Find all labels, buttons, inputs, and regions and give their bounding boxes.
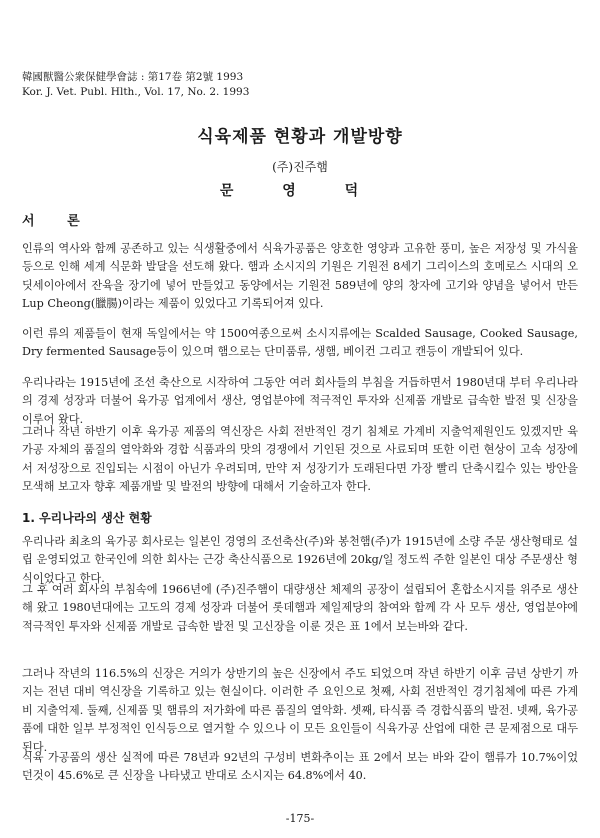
journal-header <box>22 70 249 100</box>
author-name: 문 영 덕 <box>219 183 381 199</box>
journal-line-korean: 韓國獸醫公衆保健學會誌 : 第17卷 第2號 1993 <box>22 71 244 83</box>
paragraph: 그 후 여러 회사의 부침속에 1966년에 (주)진주햄이 대량생산 체제의 공장이 설립되어 혼합소시지를 위주로 생산해 왔고 1980년대에는 고도의 경제 성장과 더불어 롯데햄과 제일제당의 참여와 함께 각 사 모두 생산, 영업분야에 적극적인 투자와 신제품 개발로 급속한 발전 및 고신장을 이룬 것은 표 1에서 보는바와 같다. <box>22 583 578 633</box>
paragraph: 그러나 작년의 116.5%의 신장은 거의가 상반기의 높은 신장에서 주도 되었으며 작년 하반기 이후 금년 상반기 까지는 전년 대비 역신장을 기록하고 있는 현실이다. 이러한 주 요인으로 첫째, 사회 전반적인 경기침체에 따른 가계비 지출억제. 둘째, 신제품 및 햄류의 저가화에 따른 품질의 열악화. 셋째, 타식품 즉 경합식품의 발전. 넷째, 육가공품에 대한 일부 부정적인 인식등으로 열거할 수 있으나 이 모든 요인들이 식육가공 산업에 대한 큰 문제점으로 대두된다. <box>22 667 578 754</box>
paper-title: 식육제품 현황과 개발방향 <box>197 127 403 147</box>
paragraph: 인류의 역사와 함께 공존하고 있는 식생활중에서 식육가공품은 양호한 영양과 고유한 풍미, 높은 저장성 및 가식율 등으로 인해 세계 식문화 발달을 선도해 왔다. 햄과 소시지의 기원은 기원전 8세기 그리이스의 호메로스 시대의 오딧세이아에서 잔육을 장기에 넣어 만들었고 동양에서는 기원전 589년에 양의 창자에 고기와 양념을 넣어서 만든 Lup Cheong(臘腸)이라는 제품이 있었다고 기록되어져 있다. <box>22 242 578 311</box>
paragraph: 우리나라 최초의 육가공 회사로는 일본인 경영의 조선축산(주)와 봉천햄(주)가 1915년에 소량 주문 생산형태로 설립 운영되었고 한국인에 의한 회사는 근강 축산식품으로 1926년에 20kg/일 정도씩 주한 일본인 대상 주문생산 형식이었다고 한다. <box>22 535 578 585</box>
paragraph: 우리나라는 1915년에 조선 축산으로 시작하여 그동안 여러 회사들의 부침을 거듭하면서 1980년대 부터 우리나라의 경제 성장과 더불어 육가공 업계에서 생산, 영업분야에 적극적인 투자와 신제품 개발로 급속한 발전 및 신장을 이루어 왔다. <box>22 376 578 426</box>
page-number: -175- <box>285 812 315 825</box>
paragraph: 그러나 작년 하반기 이후 육가공 제품의 역신장은 사회 전반적인 경기 침체로 가계비 지출억제원인도 있겠지만 육가공 자체의 품질의 열악화와 경합 식품과의 맛의 경쟁에서 기인된 것으로 사료되며 또한 이런 현상이 고속 성장에서 저성장으로 진입되는 시점이 아닌가 우려되며, 만약 저 성장기가 도래된다면 가장 빨리 단축시킬수 있는 방안을 모색해 보고자 향후 제품개발 및 발전의 방향에 대해서 기술하고자 한다. <box>22 425 578 494</box>
section-heading-production-status: 1. 우리나라의 생산 현황 <box>22 511 152 525</box>
author-affiliation: (주)진주햄 <box>272 160 328 174</box>
section-heading-introduction: 서 론 <box>22 214 94 229</box>
paragraph: 이런 류의 제품들이 현재 독일에서는 약 1500여종으로써 소시지류에는 Scalded Sausage, Cooked Sausage, Dry fermented Sausage등이 있으며 햄으로는 단미품류, 생햄, 베이컨 그리고 캔등이 개발되어 있다. <box>22 327 578 359</box>
paragraph: 식육 가공품의 생산 실적에 따른 78년과 92년의 구성비 변화추이는 표 2에서 보는 바와 같이 햄류가 10.7%이었던것이 45.6%로 큰 신장을 나타냈고 반대로 소시지는 64.8%에서 40. <box>22 751 578 783</box>
journal-line-english: Kor. J. Vet. Publ. Hlth., Vol. 17, No. 2. 1993 <box>22 86 250 98</box>
